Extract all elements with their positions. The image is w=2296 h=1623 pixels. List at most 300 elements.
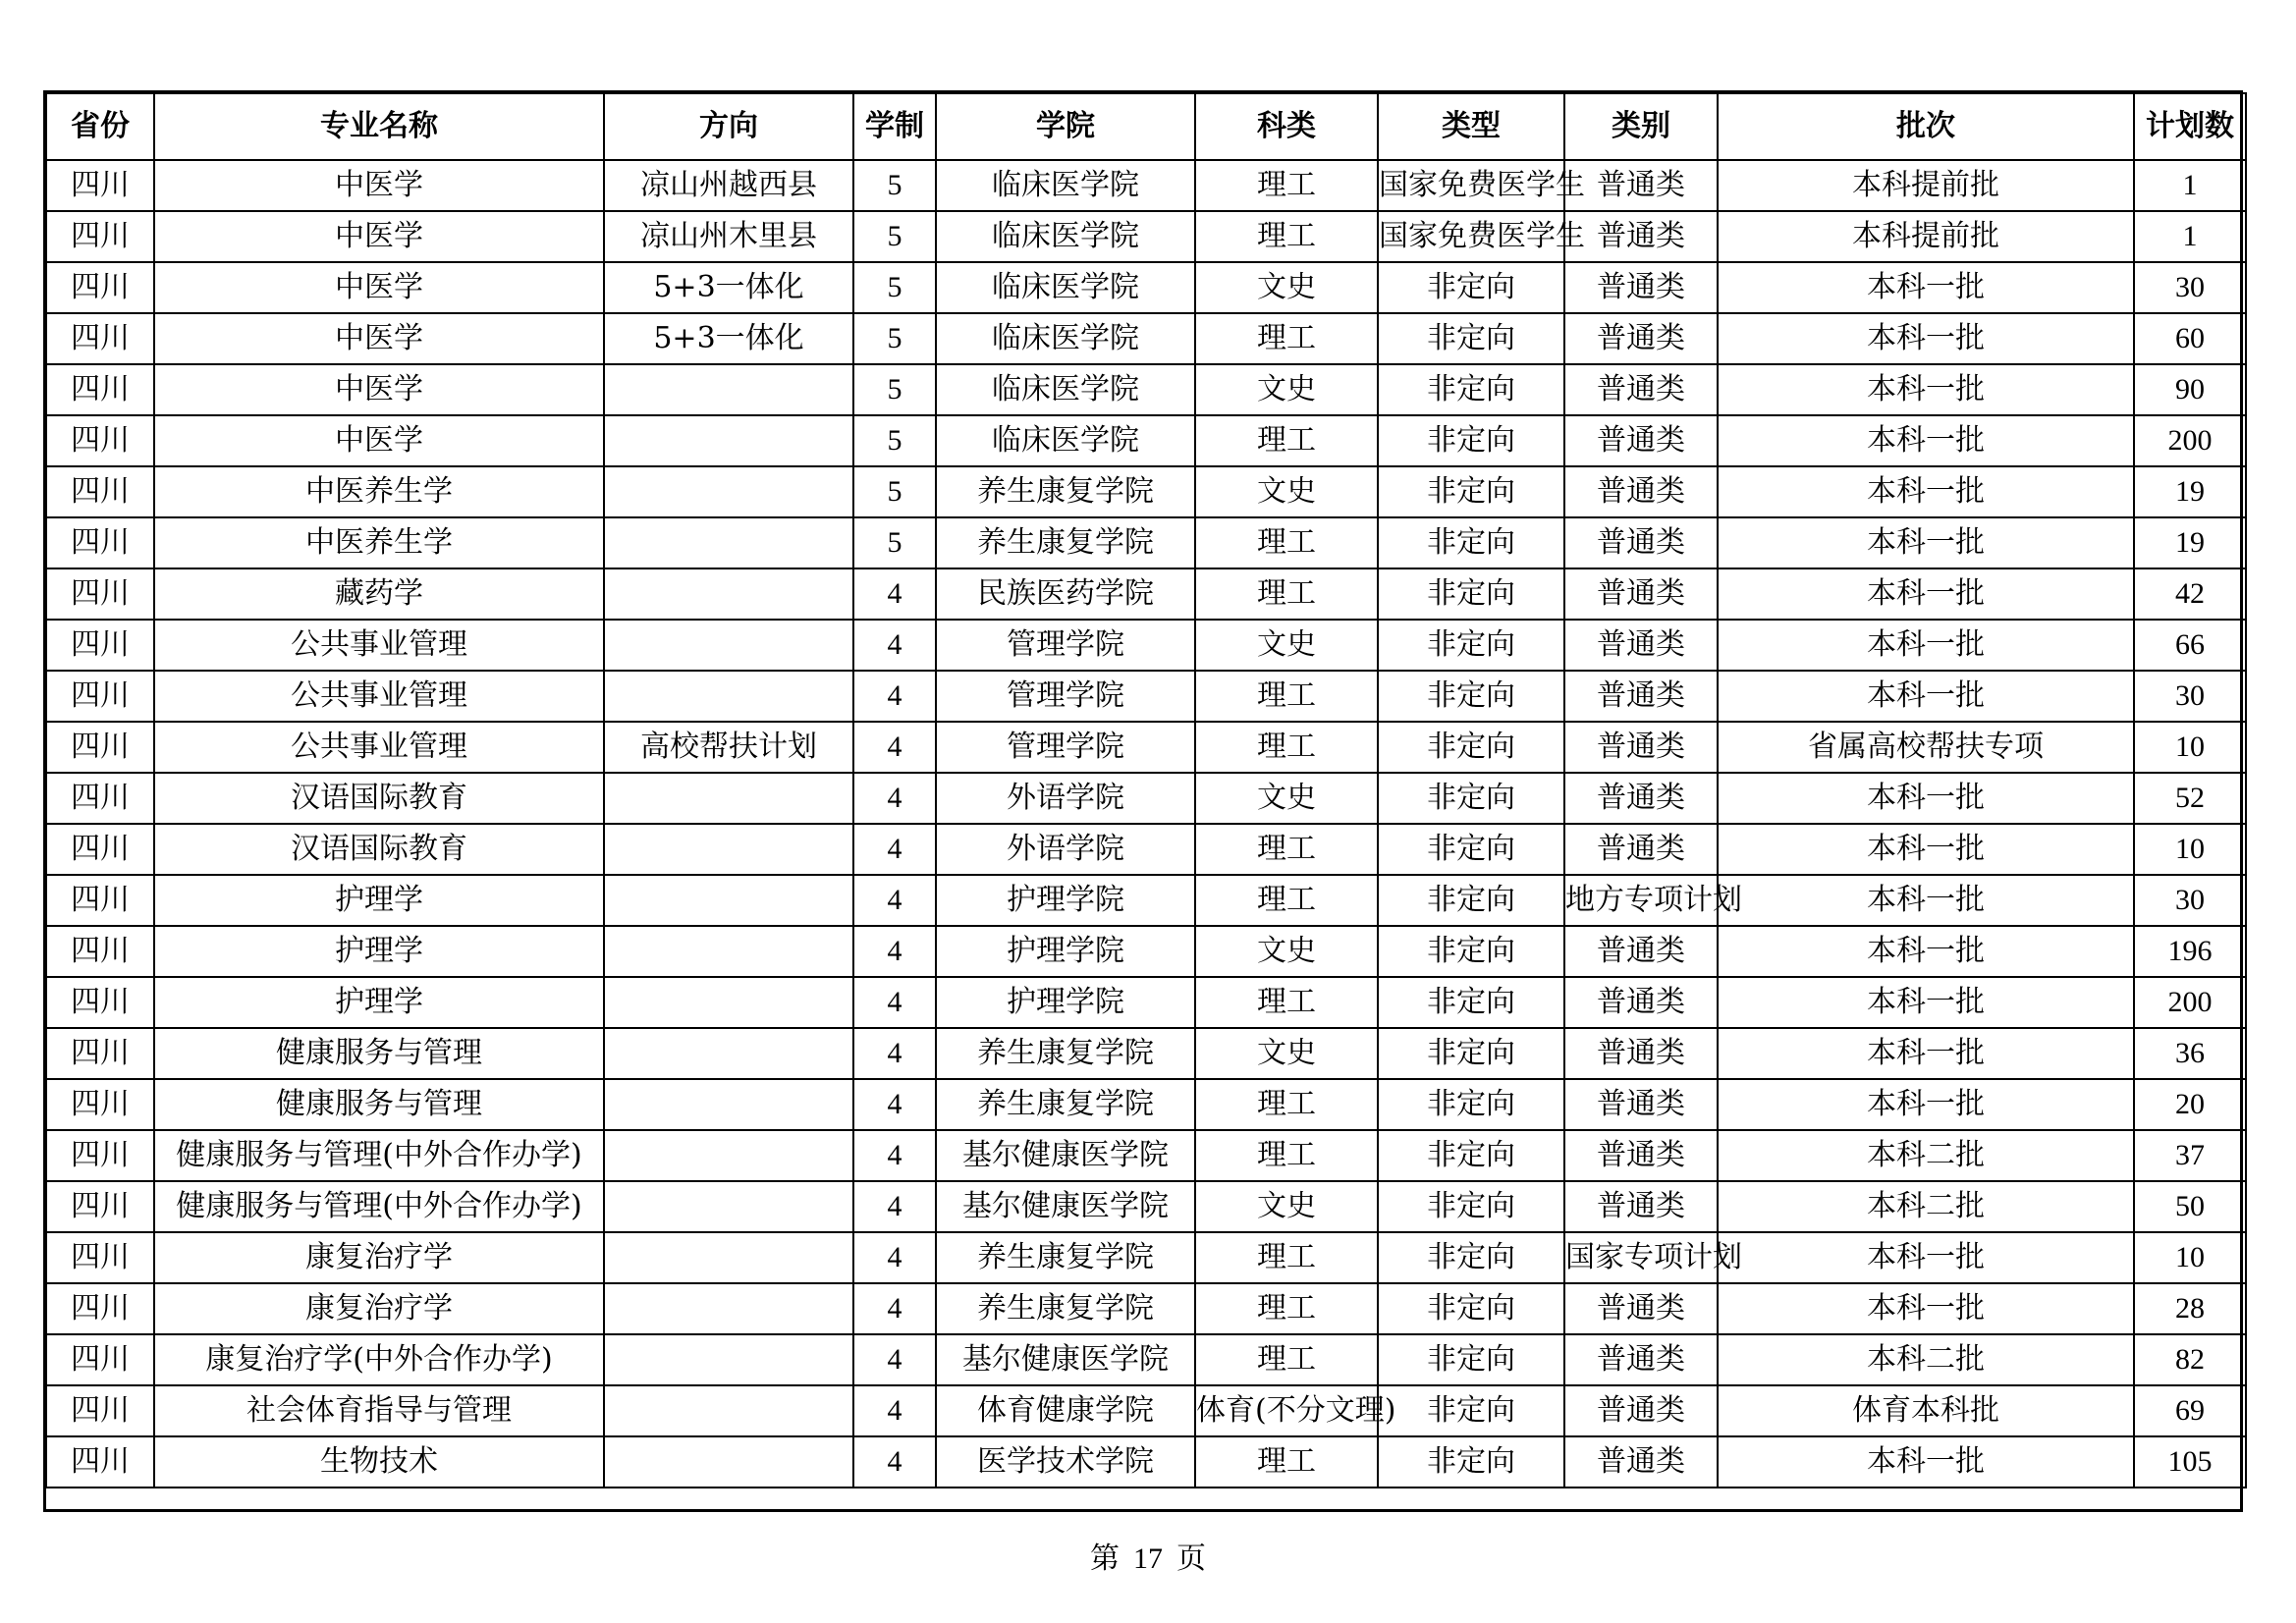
cell-category: 普通类 — [1564, 1028, 1718, 1079]
cell-college: 养生康复学院 — [936, 1028, 1195, 1079]
cell-college: 管理学院 — [936, 722, 1195, 773]
table-row — [46, 875, 2246, 926]
cell-province: 四川 — [46, 620, 154, 671]
cell-type: 非定向 — [1378, 1028, 1564, 1079]
table-row — [46, 313, 2246, 364]
cell-plan-count: 37 — [2134, 1130, 2246, 1181]
cell-batch: 本科一批 — [1718, 824, 2134, 875]
cell-college: 养生康复学院 — [936, 1079, 1195, 1130]
cell-category: 普通类 — [1564, 1334, 1718, 1385]
cell-category: 普通类 — [1564, 620, 1718, 671]
cell-category: 普通类 — [1564, 722, 1718, 773]
cell-type: 非定向 — [1378, 568, 1564, 620]
cell-subject-category: 文史 — [1195, 466, 1378, 517]
cell-college: 护理学院 — [936, 926, 1195, 977]
header-category: 类别 — [1564, 93, 1718, 160]
cell-direction: 5+3一体化 — [604, 313, 853, 364]
cell-category: 普通类 — [1564, 773, 1718, 824]
cell-subject-category: 理工 — [1195, 1436, 1378, 1488]
cell-major-name: 公共事业管理 — [154, 671, 604, 722]
cell-direction — [604, 415, 853, 466]
cell-duration: 4 — [853, 722, 936, 773]
cell-direction — [604, 1181, 853, 1232]
cell-subject-category: 文史 — [1195, 262, 1378, 313]
cell-batch: 本科一批 — [1718, 1232, 2134, 1283]
cell-plan-count: 200 — [2134, 977, 2246, 1028]
cell-type: 非定向 — [1378, 466, 1564, 517]
cell-college: 护理学院 — [936, 875, 1195, 926]
table-row — [46, 773, 2246, 824]
cell-duration: 4 — [853, 1181, 936, 1232]
cell-direction — [604, 1385, 853, 1436]
cell-plan-count: 52 — [2134, 773, 2246, 824]
cell-province: 四川 — [46, 722, 154, 773]
cell-subject-category: 理工 — [1195, 1283, 1378, 1334]
cell-province: 四川 — [46, 1028, 154, 1079]
cell-subject-category: 理工 — [1195, 415, 1378, 466]
cell-duration: 5 — [853, 364, 936, 415]
cell-category: 普通类 — [1564, 364, 1718, 415]
cell-major-name: 中医学 — [154, 211, 604, 262]
cell-major-name: 健康服务与管理(中外合作办学) — [154, 1130, 604, 1181]
cell-subject-category: 理工 — [1195, 875, 1378, 926]
cell-plan-count: 1 — [2134, 160, 2246, 211]
cell-province: 四川 — [46, 1385, 154, 1436]
table-row — [46, 926, 2246, 977]
cell-major-name: 健康服务与管理 — [154, 1079, 604, 1130]
cell-batch: 本科一批 — [1718, 977, 2134, 1028]
cell-direction — [604, 1028, 853, 1079]
cell-major-name: 社会体育指导与管理 — [154, 1385, 604, 1436]
cell-duration: 4 — [853, 1283, 936, 1334]
cell-duration: 5 — [853, 313, 936, 364]
cell-direction: 凉山州木里县 — [604, 211, 853, 262]
page-label-suffix: 页 — [1176, 1542, 1206, 1576]
cell-direction — [604, 1436, 853, 1488]
cell-college: 外语学院 — [936, 773, 1195, 824]
cell-direction: 凉山州越西县 — [604, 160, 853, 211]
header-major-name: 专业名称 — [154, 93, 604, 160]
cell-category: 普通类 — [1564, 1436, 1718, 1488]
cell-batch: 本科一批 — [1718, 568, 2134, 620]
cell-duration: 5 — [853, 415, 936, 466]
table-row — [46, 722, 2246, 773]
cell-subject-category: 理工 — [1195, 824, 1378, 875]
cell-type: 非定向 — [1378, 1079, 1564, 1130]
cell-major-name: 中医学 — [154, 160, 604, 211]
cell-batch: 本科一批 — [1718, 1283, 2134, 1334]
cell-province: 四川 — [46, 568, 154, 620]
cell-college: 临床医学院 — [936, 415, 1195, 466]
cell-plan-count: 196 — [2134, 926, 2246, 977]
cell-direction — [604, 568, 853, 620]
cell-direction — [604, 875, 853, 926]
cell-province: 四川 — [46, 211, 154, 262]
table-row — [46, 1232, 2246, 1283]
cell-province: 四川 — [46, 1436, 154, 1488]
cell-category: 普通类 — [1564, 415, 1718, 466]
cell-college: 基尔健康医学院 — [936, 1130, 1195, 1181]
cell-category: 国家专项计划 — [1564, 1232, 1718, 1283]
cell-batch: 本科一批 — [1718, 875, 2134, 926]
cell-batch: 本科一批 — [1718, 466, 2134, 517]
cell-subject-category: 理工 — [1195, 568, 1378, 620]
cell-plan-count: 10 — [2134, 824, 2246, 875]
cell-type: 非定向 — [1378, 1181, 1564, 1232]
table-row — [46, 977, 2246, 1028]
cell-major-name: 护理学 — [154, 926, 604, 977]
cell-province: 四川 — [46, 1283, 154, 1334]
cell-college: 养生康复学院 — [936, 517, 1195, 568]
cell-province: 四川 — [46, 466, 154, 517]
cell-plan-count: 82 — [2134, 1334, 2246, 1385]
cell-type: 非定向 — [1378, 517, 1564, 568]
cell-province: 四川 — [46, 160, 154, 211]
cell-category: 普通类 — [1564, 926, 1718, 977]
cell-plan-count: 10 — [2134, 722, 2246, 773]
table-row — [46, 824, 2246, 875]
cell-subject-category: 理工 — [1195, 977, 1378, 1028]
cell-category: 普通类 — [1564, 466, 1718, 517]
cell-duration: 4 — [853, 824, 936, 875]
cell-category: 普通类 — [1564, 568, 1718, 620]
cell-subject-category: 文史 — [1195, 1028, 1378, 1079]
cell-college: 管理学院 — [936, 671, 1195, 722]
cell-subject-category: 文史 — [1195, 620, 1378, 671]
table-row — [46, 364, 2246, 415]
cell-college: 临床医学院 — [936, 262, 1195, 313]
table-row — [46, 1334, 2246, 1385]
cell-province: 四川 — [46, 671, 154, 722]
cell-province: 四川 — [46, 1232, 154, 1283]
cell-batch: 本科一批 — [1718, 926, 2134, 977]
cell-duration: 4 — [853, 1130, 936, 1181]
cell-duration: 4 — [853, 568, 936, 620]
cell-subject-category: 理工 — [1195, 313, 1378, 364]
table-row — [46, 517, 2246, 568]
cell-college: 基尔健康医学院 — [936, 1181, 1195, 1232]
cell-type: 非定向 — [1378, 620, 1564, 671]
cell-duration: 5 — [853, 262, 936, 313]
cell-batch: 本科提前批 — [1718, 160, 2134, 211]
cell-category: 普通类 — [1564, 1283, 1718, 1334]
cell-subject-category: 文史 — [1195, 364, 1378, 415]
cell-plan-count: 19 — [2134, 466, 2246, 517]
cell-plan-count: 30 — [2134, 875, 2246, 926]
cell-province: 四川 — [46, 875, 154, 926]
table-row — [46, 1283, 2246, 1334]
cell-province: 四川 — [46, 1079, 154, 1130]
cell-category: 普通类 — [1564, 1130, 1718, 1181]
cell-duration: 4 — [853, 875, 936, 926]
cell-type: 非定向 — [1378, 722, 1564, 773]
header-direction: 方向 — [604, 93, 853, 160]
cell-type: 非定向 — [1378, 1385, 1564, 1436]
cell-college: 临床医学院 — [936, 160, 1195, 211]
header-plan-count: 计划数 — [2134, 93, 2246, 160]
cell-college: 体育健康学院 — [936, 1385, 1195, 1436]
header-province: 省份 — [46, 93, 154, 160]
cell-type: 非定向 — [1378, 926, 1564, 977]
cell-subject-category: 理工 — [1195, 722, 1378, 773]
cell-category: 普通类 — [1564, 313, 1718, 364]
cell-direction — [604, 620, 853, 671]
cell-major-name: 康复治疗学 — [154, 1283, 604, 1334]
cell-plan-count: 19 — [2134, 517, 2246, 568]
cell-plan-count: 1 — [2134, 211, 2246, 262]
cell-type: 非定向 — [1378, 415, 1564, 466]
cell-subject-category: 理工 — [1195, 517, 1378, 568]
cell-direction — [604, 517, 853, 568]
cell-major-name: 中医养生学 — [154, 466, 604, 517]
cell-subject-category: 理工 — [1195, 671, 1378, 722]
cell-plan-count: 36 — [2134, 1028, 2246, 1079]
cell-batch: 本科一批 — [1718, 517, 2134, 568]
cell-category: 普通类 — [1564, 160, 1718, 211]
cell-province: 四川 — [46, 1130, 154, 1181]
cell-duration: 5 — [853, 517, 936, 568]
cell-duration: 4 — [853, 773, 936, 824]
cell-province: 四川 — [46, 977, 154, 1028]
header-type: 类型 — [1378, 93, 1564, 160]
cell-direction — [604, 1130, 853, 1181]
cell-duration: 4 — [853, 926, 936, 977]
table-row — [46, 415, 2246, 466]
table-row — [46, 1079, 2246, 1130]
cell-subject-category: 文史 — [1195, 926, 1378, 977]
cell-major-name: 公共事业管理 — [154, 620, 604, 671]
cell-subject-category: 理工 — [1195, 1130, 1378, 1181]
cell-major-name: 康复治疗学 — [154, 1232, 604, 1283]
cell-subject-category: 理工 — [1195, 1079, 1378, 1130]
cell-major-name: 健康服务与管理(中外合作办学) — [154, 1181, 604, 1232]
cell-type: 非定向 — [1378, 262, 1564, 313]
cell-batch: 本科一批 — [1718, 1079, 2134, 1130]
cell-province: 四川 — [46, 517, 154, 568]
cell-major-name: 生物技术 — [154, 1436, 604, 1488]
cell-category: 普通类 — [1564, 517, 1718, 568]
cell-plan-count: 200 — [2134, 415, 2246, 466]
cell-subject-category: 文史 — [1195, 773, 1378, 824]
cell-major-name: 藏药学 — [154, 568, 604, 620]
cell-major-name: 中医养生学 — [154, 517, 604, 568]
cell-duration: 5 — [853, 160, 936, 211]
cell-college: 管理学院 — [936, 620, 1195, 671]
cell-direction — [604, 364, 853, 415]
cell-category: 普通类 — [1564, 1079, 1718, 1130]
table-row — [46, 620, 2246, 671]
cell-direction — [604, 1283, 853, 1334]
cell-batch: 本科一批 — [1718, 415, 2134, 466]
cell-category: 普通类 — [1564, 262, 1718, 313]
cell-province: 四川 — [46, 824, 154, 875]
header-batch: 批次 — [1718, 93, 2134, 160]
table-row — [46, 1436, 2246, 1488]
cell-college: 养生康复学院 — [936, 1232, 1195, 1283]
cell-plan-count: 20 — [2134, 1079, 2246, 1130]
cell-province: 四川 — [46, 926, 154, 977]
cell-major-name: 汉语国际教育 — [154, 824, 604, 875]
table-row — [46, 1028, 2246, 1079]
cell-major-name: 中医学 — [154, 415, 604, 466]
cell-batch: 本科一批 — [1718, 773, 2134, 824]
cell-direction: 5+3一体化 — [604, 262, 853, 313]
cell-plan-count: 50 — [2134, 1181, 2246, 1232]
cell-batch: 省属高校帮扶专项 — [1718, 722, 2134, 773]
cell-college: 养生康复学院 — [936, 1283, 1195, 1334]
cell-batch: 本科一批 — [1718, 262, 2134, 313]
cell-plan-count: 60 — [2134, 313, 2246, 364]
cell-direction — [604, 671, 853, 722]
cell-province: 四川 — [46, 773, 154, 824]
cell-category: 地方专项计划 — [1564, 875, 1718, 926]
cell-province: 四川 — [46, 415, 154, 466]
cell-subject-category: 理工 — [1195, 160, 1378, 211]
cell-direction — [604, 773, 853, 824]
table-body — [46, 160, 2246, 1488]
cell-batch: 本科二批 — [1718, 1181, 2134, 1232]
cell-province: 四川 — [46, 1334, 154, 1385]
cell-major-name: 健康服务与管理 — [154, 1028, 604, 1079]
cell-type: 非定向 — [1378, 313, 1564, 364]
cell-batch: 体育本科批 — [1718, 1385, 2134, 1436]
cell-duration: 4 — [853, 1079, 936, 1130]
cell-type: 非定向 — [1378, 671, 1564, 722]
page-label-prefix: 第 — [1090, 1542, 1120, 1576]
table-row — [46, 1385, 2246, 1436]
cell-duration: 4 — [853, 671, 936, 722]
cell-category: 普通类 — [1564, 1181, 1718, 1232]
cell-plan-count: 30 — [2134, 262, 2246, 313]
cell-plan-count: 42 — [2134, 568, 2246, 620]
cell-batch: 本科一批 — [1718, 1028, 2134, 1079]
cell-batch: 本科二批 — [1718, 1130, 2134, 1181]
cell-type: 非定向 — [1378, 1130, 1564, 1181]
cell-type: 非定向 — [1378, 773, 1564, 824]
cell-major-name: 护理学 — [154, 875, 604, 926]
cell-plan-count: 30 — [2134, 671, 2246, 722]
cell-college: 临床医学院 — [936, 211, 1195, 262]
table-row — [46, 568, 2246, 620]
cell-subject-category: 体育(不分文理) — [1195, 1385, 1378, 1436]
cell-major-name: 汉语国际教育 — [154, 773, 604, 824]
cell-major-name: 中医学 — [154, 313, 604, 364]
cell-type: 国家免费医学生 — [1378, 160, 1564, 211]
cell-category: 普通类 — [1564, 671, 1718, 722]
cell-category: 普通类 — [1564, 211, 1718, 262]
cell-batch: 本科一批 — [1718, 364, 2134, 415]
cell-type: 非定向 — [1378, 1232, 1564, 1283]
cell-batch: 本科一批 — [1718, 1436, 2134, 1488]
cell-direction — [604, 1079, 853, 1130]
cell-plan-count: 105 — [2134, 1436, 2246, 1488]
header-duration: 学制 — [853, 93, 936, 160]
table-header-row — [46, 93, 2246, 160]
table-row — [46, 466, 2246, 517]
cell-category: 普通类 — [1564, 824, 1718, 875]
cell-province: 四川 — [46, 262, 154, 313]
cell-direction — [604, 977, 853, 1028]
cell-batch: 本科一批 — [1718, 671, 2134, 722]
cell-duration: 5 — [853, 211, 936, 262]
cell-batch: 本科提前批 — [1718, 211, 2134, 262]
cell-plan-count: 66 — [2134, 620, 2246, 671]
table-row — [46, 1130, 2246, 1181]
cell-province: 四川 — [46, 313, 154, 364]
cell-duration: 4 — [853, 1436, 936, 1488]
cell-direction — [604, 1232, 853, 1283]
enrollment-plan-table — [45, 92, 2247, 1488]
cell-duration: 4 — [853, 1232, 936, 1283]
cell-college: 护理学院 — [936, 977, 1195, 1028]
table-row — [46, 1181, 2246, 1232]
cell-type: 非定向 — [1378, 1334, 1564, 1385]
cell-direction — [604, 1334, 853, 1385]
cell-batch: 本科二批 — [1718, 1334, 2134, 1385]
header-college: 学院 — [936, 93, 1195, 160]
cell-category: 普通类 — [1564, 1385, 1718, 1436]
cell-province: 四川 — [46, 364, 154, 415]
cell-type: 非定向 — [1378, 364, 1564, 415]
cell-type: 非定向 — [1378, 977, 1564, 1028]
cell-major-name: 康复治疗学(中外合作办学) — [154, 1334, 604, 1385]
cell-major-name: 中医学 — [154, 262, 604, 313]
cell-subject-category: 理工 — [1195, 1334, 1378, 1385]
cell-batch: 本科一批 — [1718, 620, 2134, 671]
table-row — [46, 262, 2246, 313]
cell-type: 非定向 — [1378, 1436, 1564, 1488]
cell-duration: 4 — [853, 1334, 936, 1385]
cell-direction: 高校帮扶计划 — [604, 722, 853, 773]
table-row — [46, 671, 2246, 722]
cell-major-name: 护理学 — [154, 977, 604, 1028]
cell-plan-count: 90 — [2134, 364, 2246, 415]
cell-college: 养生康复学院 — [936, 466, 1195, 517]
cell-category: 普通类 — [1564, 977, 1718, 1028]
cell-subject-category: 文史 — [1195, 1181, 1378, 1232]
cell-college: 临床医学院 — [936, 364, 1195, 415]
page-number: 17 — [1133, 1542, 1163, 1575]
cell-direction — [604, 466, 853, 517]
cell-major-name: 中医学 — [154, 364, 604, 415]
cell-type: 非定向 — [1378, 824, 1564, 875]
page-footer — [0, 1534, 2296, 1577]
cell-plan-count: 69 — [2134, 1385, 2246, 1436]
cell-type: 非定向 — [1378, 1283, 1564, 1334]
cell-type: 非定向 — [1378, 875, 1564, 926]
cell-college: 外语学院 — [936, 824, 1195, 875]
cell-college: 临床医学院 — [936, 313, 1195, 364]
header-subject-category: 科类 — [1195, 93, 1378, 160]
cell-type: 国家免费医学生 — [1378, 211, 1564, 262]
cell-major-name: 公共事业管理 — [154, 722, 604, 773]
cell-batch: 本科一批 — [1718, 313, 2134, 364]
cell-duration: 4 — [853, 977, 936, 1028]
cell-duration: 5 — [853, 466, 936, 517]
cell-duration: 4 — [853, 620, 936, 671]
cell-duration: 4 — [853, 1385, 936, 1436]
cell-college: 民族医药学院 — [936, 568, 1195, 620]
table-row — [46, 211, 2246, 262]
cell-college: 基尔健康医学院 — [936, 1334, 1195, 1385]
cell-province: 四川 — [46, 1181, 154, 1232]
table-row — [46, 160, 2246, 211]
cell-college: 医学技术学院 — [936, 1436, 1195, 1488]
cell-direction — [604, 824, 853, 875]
cell-duration: 4 — [853, 1028, 936, 1079]
cell-direction — [604, 926, 853, 977]
cell-subject-category: 理工 — [1195, 211, 1378, 262]
